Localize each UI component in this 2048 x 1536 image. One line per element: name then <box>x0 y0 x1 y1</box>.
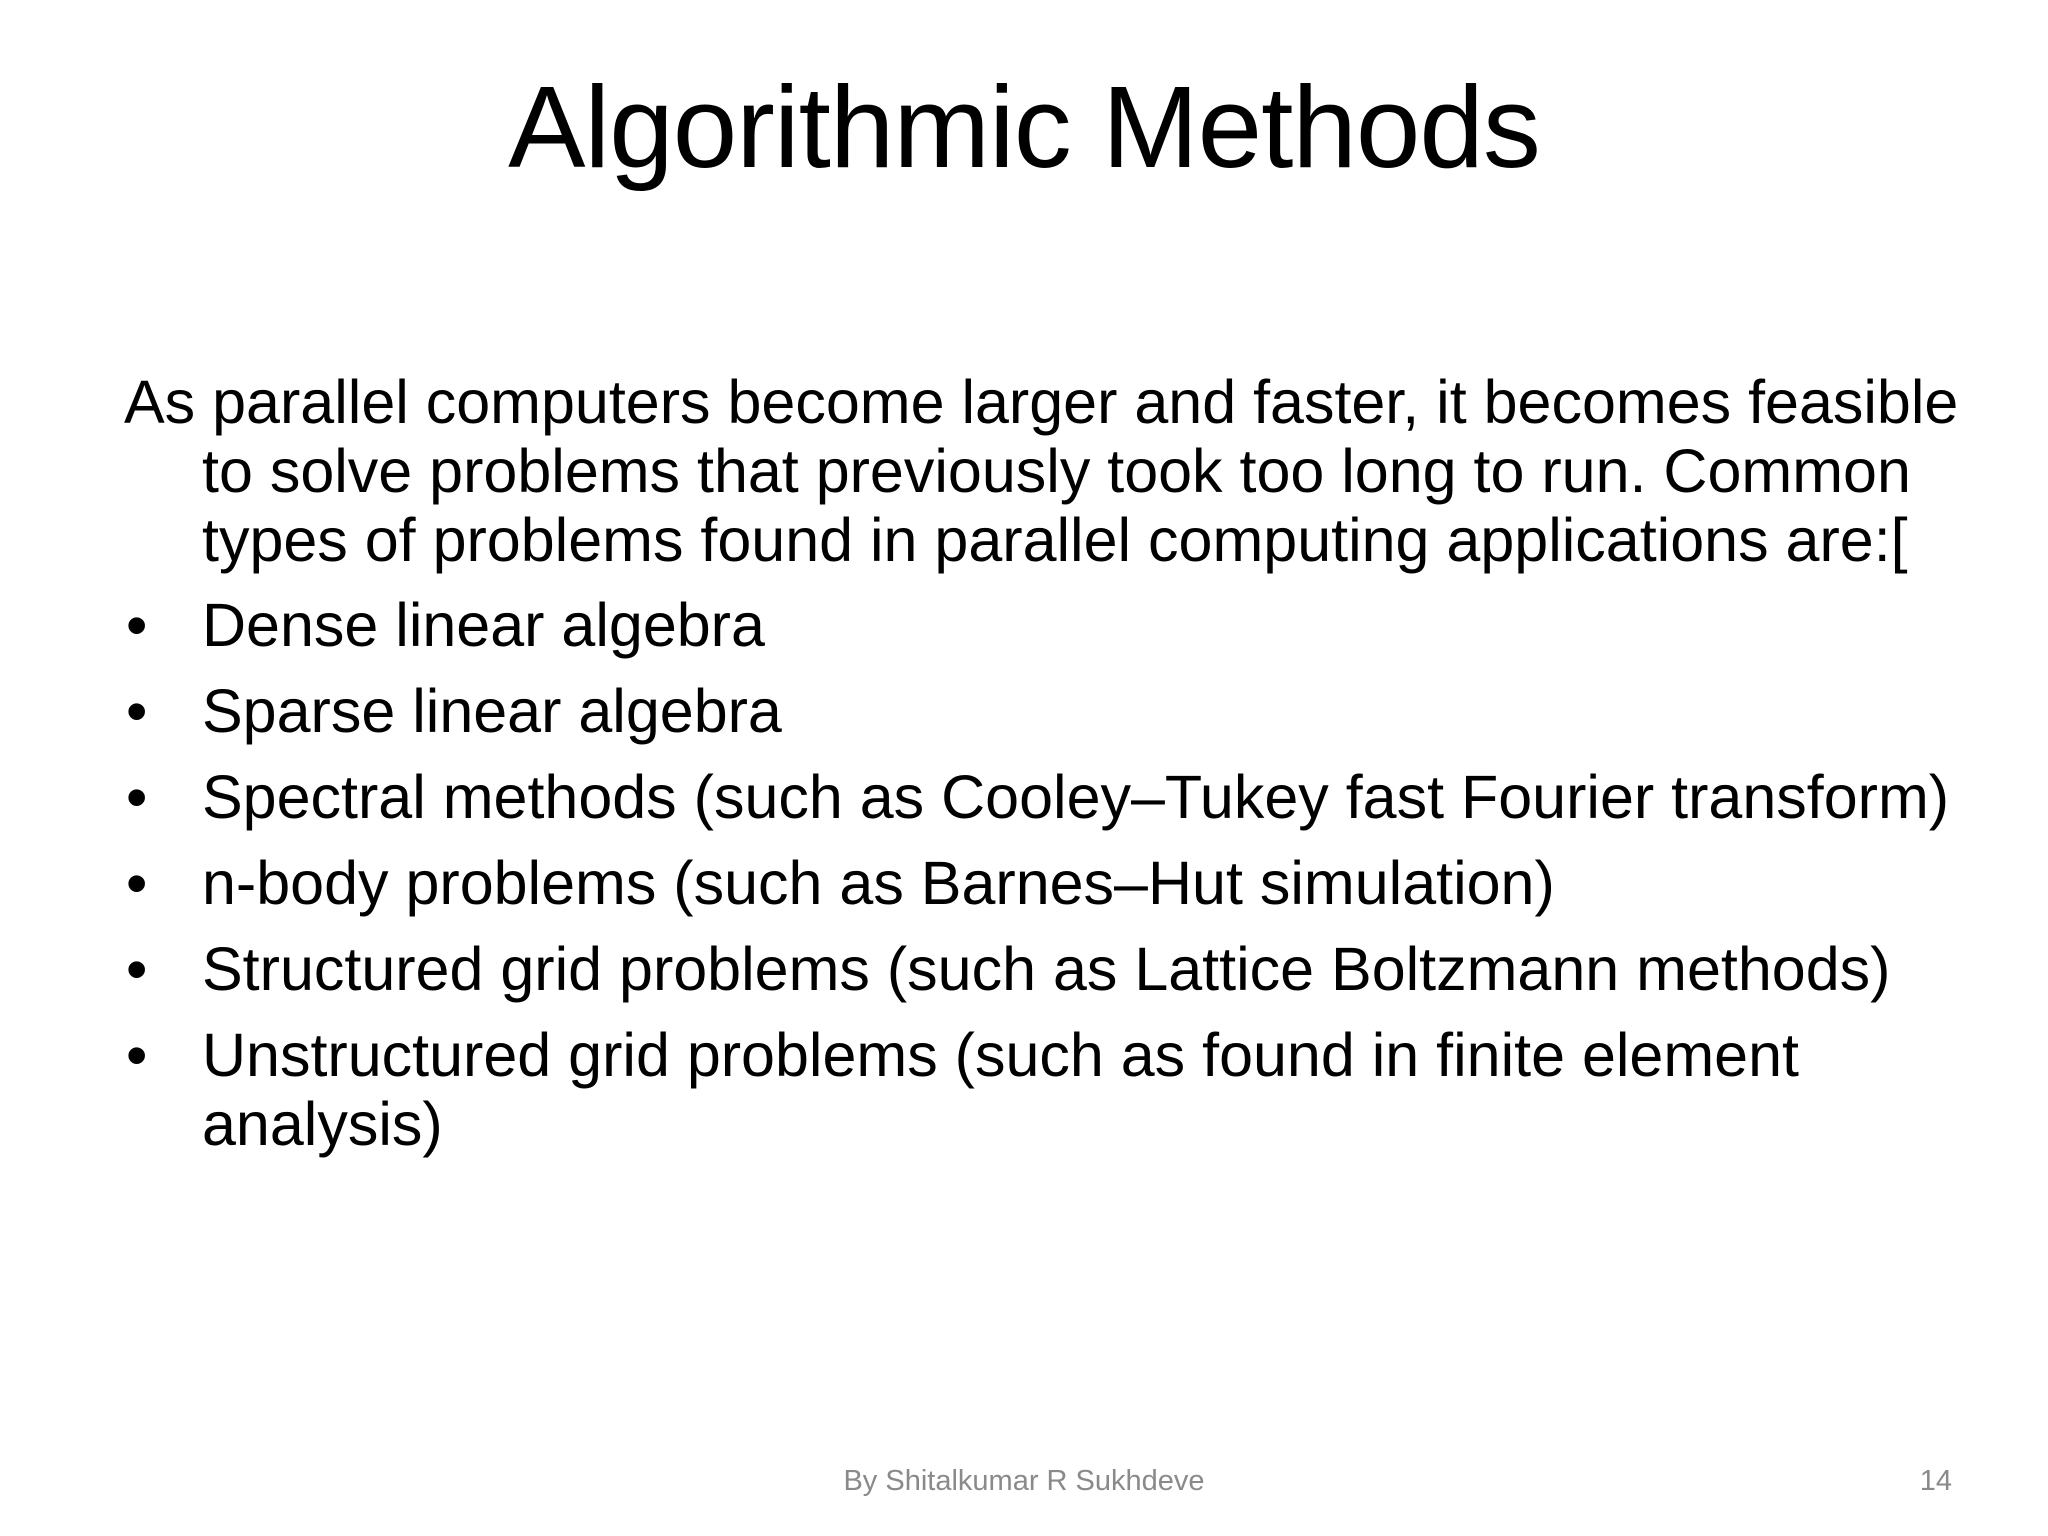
bullet-icon: • <box>126 677 148 745</box>
intro-paragraph: As parallel computers become larger and faster, it becomes feasible to solve problems that previously took too long to run. Common types of problems found in parallel computing applications are:[ <box>124 368 1959 574</box>
bullet-item <box>124 849 1964 918</box>
bullet-icon: • <box>126 591 148 659</box>
bullet-list <box>124 591 1964 1159</box>
bullet-text: n-body problems (such as Barnes–Hut simulation) <box>202 849 1555 917</box>
bullet-item <box>124 591 1964 660</box>
bullet-text: Unstructured grid problems (such as found in finite element analysis) <box>202 1021 1799 1158</box>
bullet-text: Dense linear algebra <box>202 591 765 659</box>
slide-footer: By Shitalkumar R Sukhdeve <box>843 1465 1205 1497</box>
slide-title: Algorithmic Methods <box>508 62 1540 192</box>
bullet-text: Structured grid problems (such as Lattice Boltzmann methods) <box>202 935 1891 1003</box>
slide-body <box>124 368 1964 1176</box>
bullet-text: Spectral methods (such as Cooley–Tukey fast Fourier transform) <box>202 763 1950 831</box>
bullet-icon: • <box>126 763 148 831</box>
bullet-icon: • <box>126 935 148 1003</box>
page-number: 14 <box>1919 1465 1952 1497</box>
bullet-item <box>124 935 1964 1004</box>
bullet-icon: • <box>126 849 148 917</box>
bullet-item <box>124 677 1964 746</box>
bullet-item <box>124 763 1964 832</box>
bullet-item <box>124 1021 1964 1159</box>
bullet-icon: • <box>126 1021 148 1089</box>
bullet-text: Sparse linear algebra <box>202 677 782 745</box>
